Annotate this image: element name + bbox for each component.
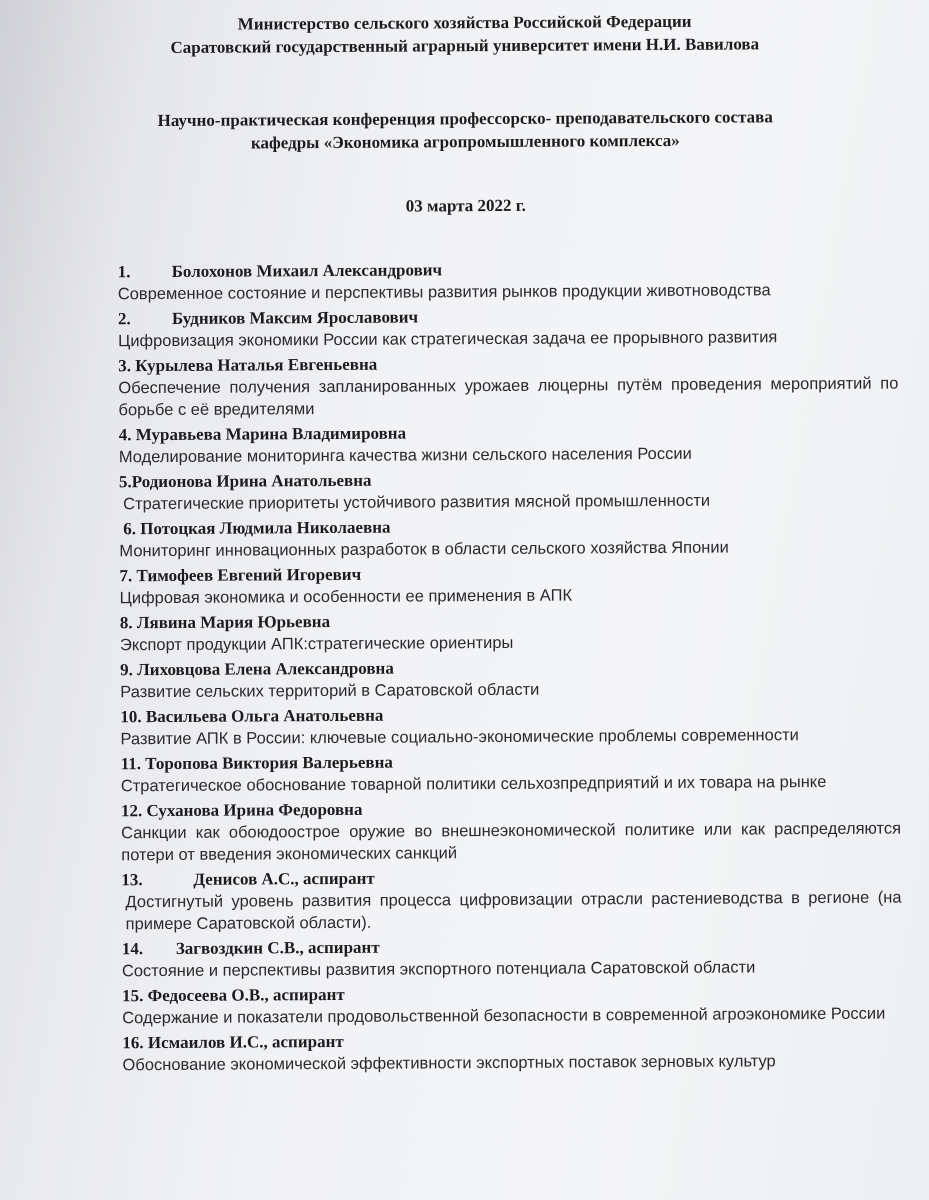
talk-topic: Состояние и перспективы развития экспортного потенциала Саратовской области xyxy=(121,958,756,981)
speaker-name-text: Муравьева Марина Владимировна xyxy=(135,423,407,445)
list-item xyxy=(118,257,898,306)
talk-topic: Моделирование мониторинга качества жизни сельского населения России xyxy=(118,444,692,467)
speaker-name-text: Тимофеев Евгений Игоревич xyxy=(136,564,362,586)
document-header xyxy=(0,8,929,60)
list-item xyxy=(121,749,901,798)
talk-topic: Современное состояние и перспективы развития рынков продукции животноводства xyxy=(117,281,771,304)
talk-topic: Санкции как обоюдоострое оружие во внешнеэкономической политике или как распределяются потери от введения экономических санкций xyxy=(121,819,902,865)
list-item xyxy=(120,608,900,657)
item-number: 10. xyxy=(120,707,142,727)
conference-title-line1: Научно-практическая конференция профессорско- преподавательского состава xyxy=(157,107,773,131)
speaker-name-text: Федосеева О.В., аспирант xyxy=(147,984,345,1006)
talk-topic: Развитие сельских территорий в Саратовской области xyxy=(120,680,540,702)
item-number: 16. xyxy=(122,1033,144,1053)
speaker-name-text: Суханова Ирина Федоровна xyxy=(146,799,363,821)
item-number: 5. xyxy=(118,472,132,492)
list-item xyxy=(119,561,899,610)
ministry-title: Министерство сельского хозяйства Российской Федерации xyxy=(237,11,692,34)
speaker-name-text: Болохонов Михаил Александрович xyxy=(171,260,443,281)
talk-topic: Содержание и показатели продовольственной безопасности в современной агроэкономике России xyxy=(122,1004,886,1028)
list-item xyxy=(122,1028,902,1077)
item-number: 1. xyxy=(117,262,131,282)
talk-topic: Цифровая экономика и особенности ее применения в АПК xyxy=(119,586,573,608)
list-item xyxy=(119,514,899,563)
item-number: 12. xyxy=(120,801,143,821)
list-item xyxy=(122,934,902,983)
talk-topic: Стратегическое обоснование товарной политики сельхозпредприятий и их товара на рынке xyxy=(120,772,827,796)
speaker-name-text: Будников Максим Ярославович xyxy=(171,307,419,328)
talk-topic: Развитие АПК в России: ключевые социально-экономические проблемы современности xyxy=(120,726,799,749)
speaker-name-text: Курылева Наталья Евгеньевна xyxy=(135,354,378,376)
talk-topic: Обеспечение получения запланированных урожаев люцерны путём проведения мероприятий по борьбе с её вредителями xyxy=(118,374,899,420)
speaker-name-text: Потоцкая Людмила Николаевна xyxy=(140,517,391,539)
list-item xyxy=(120,702,900,751)
list-item xyxy=(119,420,899,469)
speaker-name-text: Васильева Ольга Анатольевна xyxy=(145,705,384,727)
list-item xyxy=(121,796,901,867)
item-number: 9. xyxy=(120,660,133,680)
item-number: 6. xyxy=(123,519,137,539)
conference-date: 03 марта 2022 г. xyxy=(405,195,526,216)
item-number: 3. xyxy=(118,356,132,376)
speaker-list xyxy=(118,257,903,1080)
item-number: 13. xyxy=(121,870,143,890)
speaker-name-text: Торопова Виктория Валерьевна xyxy=(145,752,393,774)
item-number: 4. xyxy=(118,425,132,445)
list-item xyxy=(118,351,898,422)
university-title: Саратовский государственный аграрный университет имени Н.И. Вавилова xyxy=(170,34,760,57)
list-item xyxy=(121,865,901,936)
item-number: 15. xyxy=(122,986,144,1006)
item-number: 8. xyxy=(119,613,133,633)
talk-topic: Мониторинг инновационных разработок в области сельского хозяйства Японии xyxy=(119,538,729,561)
list-item xyxy=(122,981,902,1030)
speaker-name-text: Загвоздкин С.В., аспирант xyxy=(175,937,380,958)
speaker-name-text: Денисов А.С., аспирант xyxy=(193,868,375,889)
talk-topic: Обоснование экономической эффективности экспортных поставок зерновых культур xyxy=(122,1052,776,1075)
talk-topic: Достигнутый уровень развития процесса цифровизации отрасли растениеводства в регионе (на примере Саратовской области). xyxy=(125,888,902,934)
item-number: 2. xyxy=(117,309,131,329)
conference-title xyxy=(1,104,929,156)
list-item xyxy=(120,655,900,704)
speaker-name-text: Лявина Мария Юрьевна xyxy=(136,611,331,633)
speaker-name-text: Исмаилов И.С., аспирант xyxy=(147,1031,344,1053)
item-number: 14. xyxy=(121,939,144,959)
talk-topic: Экспорт продукции АПК:стратегические ориентиры xyxy=(119,633,514,655)
speaker-name-text: Лиховцова Елена Александровна xyxy=(137,658,394,680)
item-number: 7. xyxy=(119,566,133,586)
talk-topic: Стратегические приоритеты устойчивого развития мясной промышленности xyxy=(123,491,711,514)
item-number: 11. xyxy=(120,754,142,774)
list-item xyxy=(119,467,899,516)
list-item xyxy=(118,304,898,353)
speaker-name-text: Родионова Ирина Анатольевна xyxy=(131,470,372,492)
conference-title-line2: кафедры «Экономика агропромышленного комплекса» xyxy=(250,130,680,153)
talk-topic: Цифровизация экономики России как стратегическая задача ее прорывного развития xyxy=(118,328,778,351)
